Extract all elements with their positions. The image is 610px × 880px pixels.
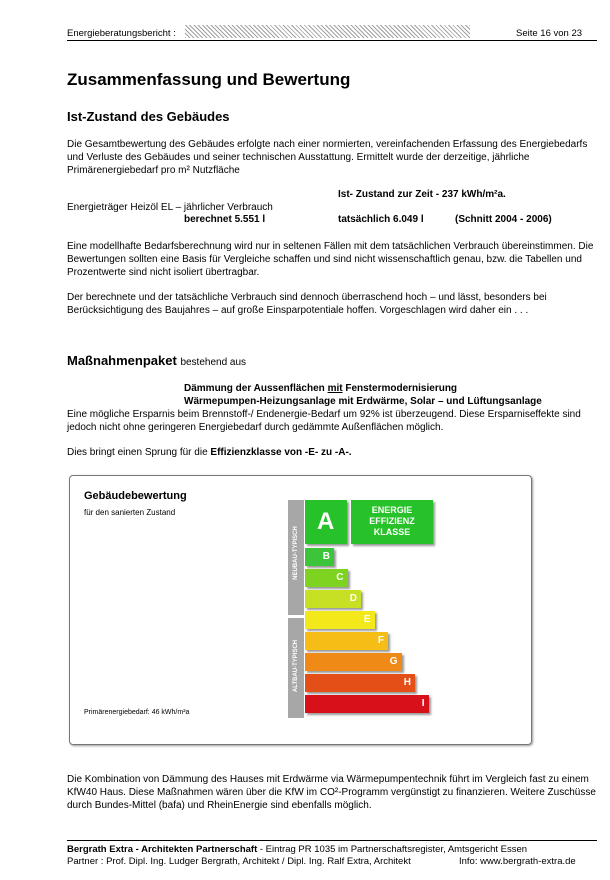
- energie-effizienz-badge: [351, 500, 433, 544]
- measure-daemmung: [184, 382, 604, 395]
- header-report-label: Energieberatungsbericht :: [67, 28, 176, 39]
- box-title: Gebäudebewertung: [84, 490, 187, 502]
- paragraph-bedarfsberechnung: Eine modellhafte Bedarfsberechnung wird nur in seltenen Fällen mit dem tatsächlichen Verbrauch übereinstimmen. Die Bewertungen sollten eine Basis für Vergleiche schaffen und sind nicht wissenschaftlich genau, bzw. die Tabellen und Prozentwerte sind nicht isoliert übertragbar.: [67, 241, 594, 278]
- sprung-prefix: Dies bringt einen Sprung für die: [67, 447, 211, 458]
- schnitt-note: (Schnitt 2004 - 2006): [455, 214, 552, 225]
- footer-website: Info: www.bergrath-extra.de: [459, 856, 576, 867]
- section-heading-massnahmenpaket: Maßnahmenpaket: [67, 353, 177, 368]
- class-g-bar: G: [305, 653, 402, 671]
- badge-line-1: ENERGIE: [371, 505, 413, 515]
- neubau-label: NEUBAU-TYPISCH: [293, 526, 299, 580]
- measure-waermepumpe: Wärmepumpen-Heizungsanlage mit Erdwärme, Solar – und Lüftungsanlage: [184, 396, 542, 407]
- paragraph-ersparnis: Eine mögliche Ersparnis beim Brennstoff-/ Endenergie-Bedarf um 92% ist überzeugend. Diese Ersparniseffekte sind jedoch nicht ohne geringeren Energiebedarf durch gedämmte Außenflächen möglich.: [67, 409, 581, 433]
- class-h-bar: H: [305, 674, 415, 692]
- class-c-bar: C: [305, 569, 348, 587]
- badge-line-3: KLASSE: [373, 527, 411, 537]
- class-i-bar: I: [305, 695, 429, 713]
- footer-register: - Eintrag PR 1035 im Partnerschaftsregister, Amtsgericht Essen: [257, 844, 528, 855]
- class-a-label: A: [317, 508, 335, 535]
- neubau-column: [288, 500, 304, 615]
- class-a-bar: [305, 500, 347, 544]
- berechnet-value: berechnet 5.551 l: [184, 214, 266, 225]
- footer-partners: Partner : Prof. Dipl. Ing. Ludger Bergrath, Architekt / Dipl. Ing. Ralf Extra, Architekt: [67, 856, 411, 867]
- footer-rule: [67, 840, 597, 841]
- class-b-bar: B: [305, 548, 334, 566]
- class-d-bar: D: [305, 590, 361, 608]
- box-subtitle: für den sanierten Zustand: [84, 508, 176, 517]
- badge-line-2: EFFIZIENZ: [369, 516, 415, 526]
- class-e-bar: E: [305, 611, 375, 629]
- sprung-line: [67, 446, 597, 459]
- sprung-bold: Effizienzklasse von -E- zu -A-.: [210, 447, 352, 458]
- footer-line-1: [67, 844, 527, 855]
- page-title: Zusammenfassung und Bewertung: [67, 70, 351, 89]
- paragraph-kombination: Die Kombination von Dämmung des Hauses mit Erdwärme via Wärmepumpentechnik führt im Vergleich fast zu einem KfW40 Haus. Diese Maßnahmen wären über die KfW im CO²-Programm vergünstigt zu finanzieren. Weitere Zuschüsse durch Bundes-Mittel (bafa) und RheinEnergie sind ebenfalls möglich.: [67, 774, 596, 811]
- altbau-column: [288, 618, 304, 718]
- class-f-bar: F: [305, 632, 388, 650]
- footer-company: Bergrath Extra - Architekten Partnerschaft: [67, 844, 258, 855]
- header-page-number: Seite 16 von 23: [516, 28, 583, 39]
- ist-zustand-value: Ist- Zustand zur Zeit - 237 kWh/m²a.: [338, 189, 506, 200]
- altbau-label: ALTBAU-TYPISCH: [293, 639, 299, 693]
- paragraph-gesamtbewertung: Die Gesamtbewertung des Gebäudes erfolgte nach einer normierten, vereinfachenden Erfassung des Energiebedarfs und Verluste des Gebäudes und seiner technischen Ausstattung. Ermittelt wurde der derzeitige, jährliche Primärenergiebedarf pro m² Nutzfläche: [67, 139, 588, 176]
- header-rule: [67, 40, 597, 41]
- redacted-address: [185, 25, 470, 38]
- massnahmen-suffix: bestehend aus: [180, 357, 247, 368]
- measure-mit: mit: [327, 383, 343, 394]
- paragraph-verbrauch: Der berechnete und der tatsächliche Verbrauch sind dennoch überraschend hoch – und lässt, besonders bei Berücksichtigung des Baujahres – auf große Einsparpotentiale hoffen. Vorgeschlagen wird daher ein . . .: [67, 292, 547, 316]
- section-heading-ist-zustand: Ist-Zustand des Gebäudes: [67, 109, 230, 124]
- tatsaechlich-value: tatsächlich 6.049 l: [338, 214, 424, 225]
- primaerenergiebedarf-value: Primärenergiebedarf: 46 kWh/m²a: [84, 709, 190, 716]
- energietraeger-label: Energieträger Heizöl EL – jährlicher Verbrauch: [67, 202, 273, 213]
- massnahmen-heading-line: [67, 353, 246, 368]
- measure-fenster-part: Fenstermodernisierung: [342, 383, 458, 394]
- measure-daemmung-part: Dämmung der Aussenflächen: [184, 383, 328, 394]
